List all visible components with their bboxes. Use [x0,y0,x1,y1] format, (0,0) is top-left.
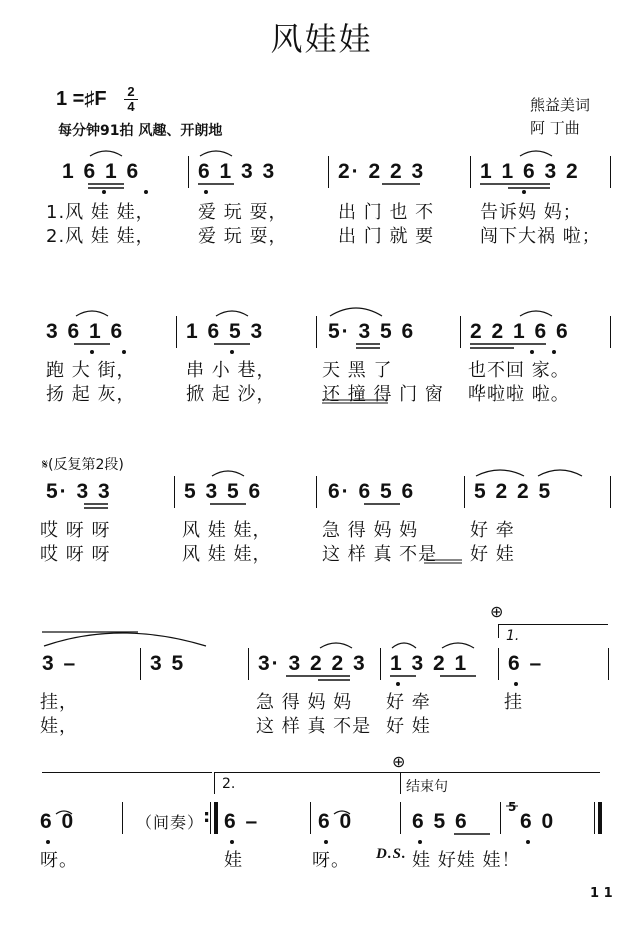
row5-measure1-notes: 6 0 [40,810,76,833]
row2-lyrics1-m3: 天 黑 了 [322,360,393,381]
segno-sign: 𝄋(反复第2段) [42,457,124,473]
row3-measure3-notes: 6· 6 5 6 [328,480,416,503]
row3-lyrics1-m3: 急 得 妈 妈 [322,520,419,541]
dal-segno-marking: D.S. [376,846,407,862]
row4-lyrics1-m4: 好 牵 [386,692,431,713]
row1-lyrics1-m2: 爱 玩 耍， [198,202,288,223]
row5-lyrics-m4: 呀。 [312,850,350,871]
row5-lyrics-m5: 娃 好娃 娃！ [412,850,521,871]
row5-measure5-notes: 6 5 6 [412,810,469,833]
row1-lyrics1-m1: 1.风 娃 娃， [46,202,155,223]
row3-lyrics1-m2: 风 娃 娃， [182,520,272,541]
volta-1-label: 1. [506,628,520,644]
row4-measure2-notes: 3 5 [150,652,186,675]
interlude-label: （间奏） [136,813,205,832]
row4-lyrics1-m5: 挂 [504,692,523,713]
tempo-marking: 每分钟91拍 风趣、开朗地 [58,123,223,139]
coda-sign-2: ⊕ [392,752,406,771]
volta-2-label: 2. [222,776,236,792]
coda-sign: ⊕ [490,602,504,621]
ending-label: 结束句 [406,779,448,795]
row2-lyrics1-m4: 也不回 家。 [468,360,570,381]
row3-lyrics1-m4: 好 牵 [470,520,515,541]
row1-lyrics2-m1: 2.风 娃 娃， [46,226,155,247]
row3-lyrics2-m3: 这 样 真 不是 [322,544,438,565]
row3-lyrics2-m4: 好 娃 [470,544,515,565]
row4-lyrics1-m3: 急 得 妈 妈 [256,692,353,713]
row2-lyrics2-m2: 掀 起 沙， [186,384,276,405]
row1-measure1-notes: 1 6 1 6 [62,160,141,183]
grace-note: 5 [508,800,517,814]
row4-measure4-notes: 1 3 2 1 [390,652,469,675]
row2-lyrics2-m3: 还 撞 得 门 窗 [322,384,444,405]
composer-credit: 阿 丁曲 [530,119,580,137]
row2-measure2-notes: 1 6 5 3 [186,320,265,343]
row4-measure3-notes: 3· 3 2 2 3 [258,652,367,675]
repeat-dots: : [203,806,211,827]
row2-lyrics2-m4: 哗啦啦 啦。 [468,384,570,405]
row5-measure6-notes: 6 0 [520,810,556,833]
row2-measure4-notes: 2 2 1 6 6 [470,320,570,343]
time-signature-top: 2 [127,84,135,99]
row2-lyrics2-m1: 扬 起 灰， [46,384,136,405]
row4-lyrics2-m1: 娃， [40,716,78,737]
row5-lyrics-m1: 呀。 [40,850,78,871]
row1-lyrics1-m3: 出 门 也 不 [338,202,435,223]
row5-measure4-notes: 6 0 [318,810,354,833]
row1-lyrics2-m2: 爱 玩 耍， [198,226,288,247]
row1-lyrics2-m3: 出 门 就 要 [338,226,435,247]
row5-lyrics-m3: 娃 [224,850,243,871]
row3-lyrics1-m1: 哎 呀 呀 [40,520,111,541]
row4-lyrics1-m1: 挂， [40,692,78,713]
page-number: 1 1 [590,886,613,901]
key-signature: 1 =♯F [56,88,107,110]
row1-lyrics1-m4: 告诉妈 妈； [480,202,582,223]
row5-measure3-notes: 6 – [224,810,260,833]
row1-lyrics2-m4: 闯下大祸 啦； [480,226,601,247]
row3-lyrics2-m1: 哎 呀 呀 [40,544,111,565]
song-title: 风娃娃 [270,20,373,58]
row2-lyrics1-m2: 串 小 巷， [186,360,276,381]
row3-lyrics2-m2: 风 娃 娃， [182,544,272,565]
row4-measure5-notes: 6 – [508,652,544,675]
row4-lyrics2-m4: 好 娃 [386,716,431,737]
row4-measure1-notes: 3 – [42,652,78,675]
row1-measure2-notes: 6 1 3 3 [198,160,277,183]
row4-lyrics2-m3: 这 样 真 不是 [256,716,372,737]
row3-measure2-notes: 5 3 5 6 [184,480,263,503]
lyricist-credit: 熊益美词 [530,96,591,114]
row1-measure3-notes: 2· 2 2 3 [338,160,426,183]
row3-measure4-notes: 5 2 2 5 [474,480,553,503]
time-signature-bottom: 4 [127,99,135,114]
row2-measure3-notes: 5· 3 5 6 [328,320,416,343]
row2-measure1-notes: 3 6 1 6 [46,320,125,343]
row1-measure4-notes: 1 1 6 3 2 [480,160,580,183]
row3-measure1-notes: 5· 3 3 [46,480,112,503]
row2-lyrics1-m1: 跑 大 街， [46,360,136,381]
